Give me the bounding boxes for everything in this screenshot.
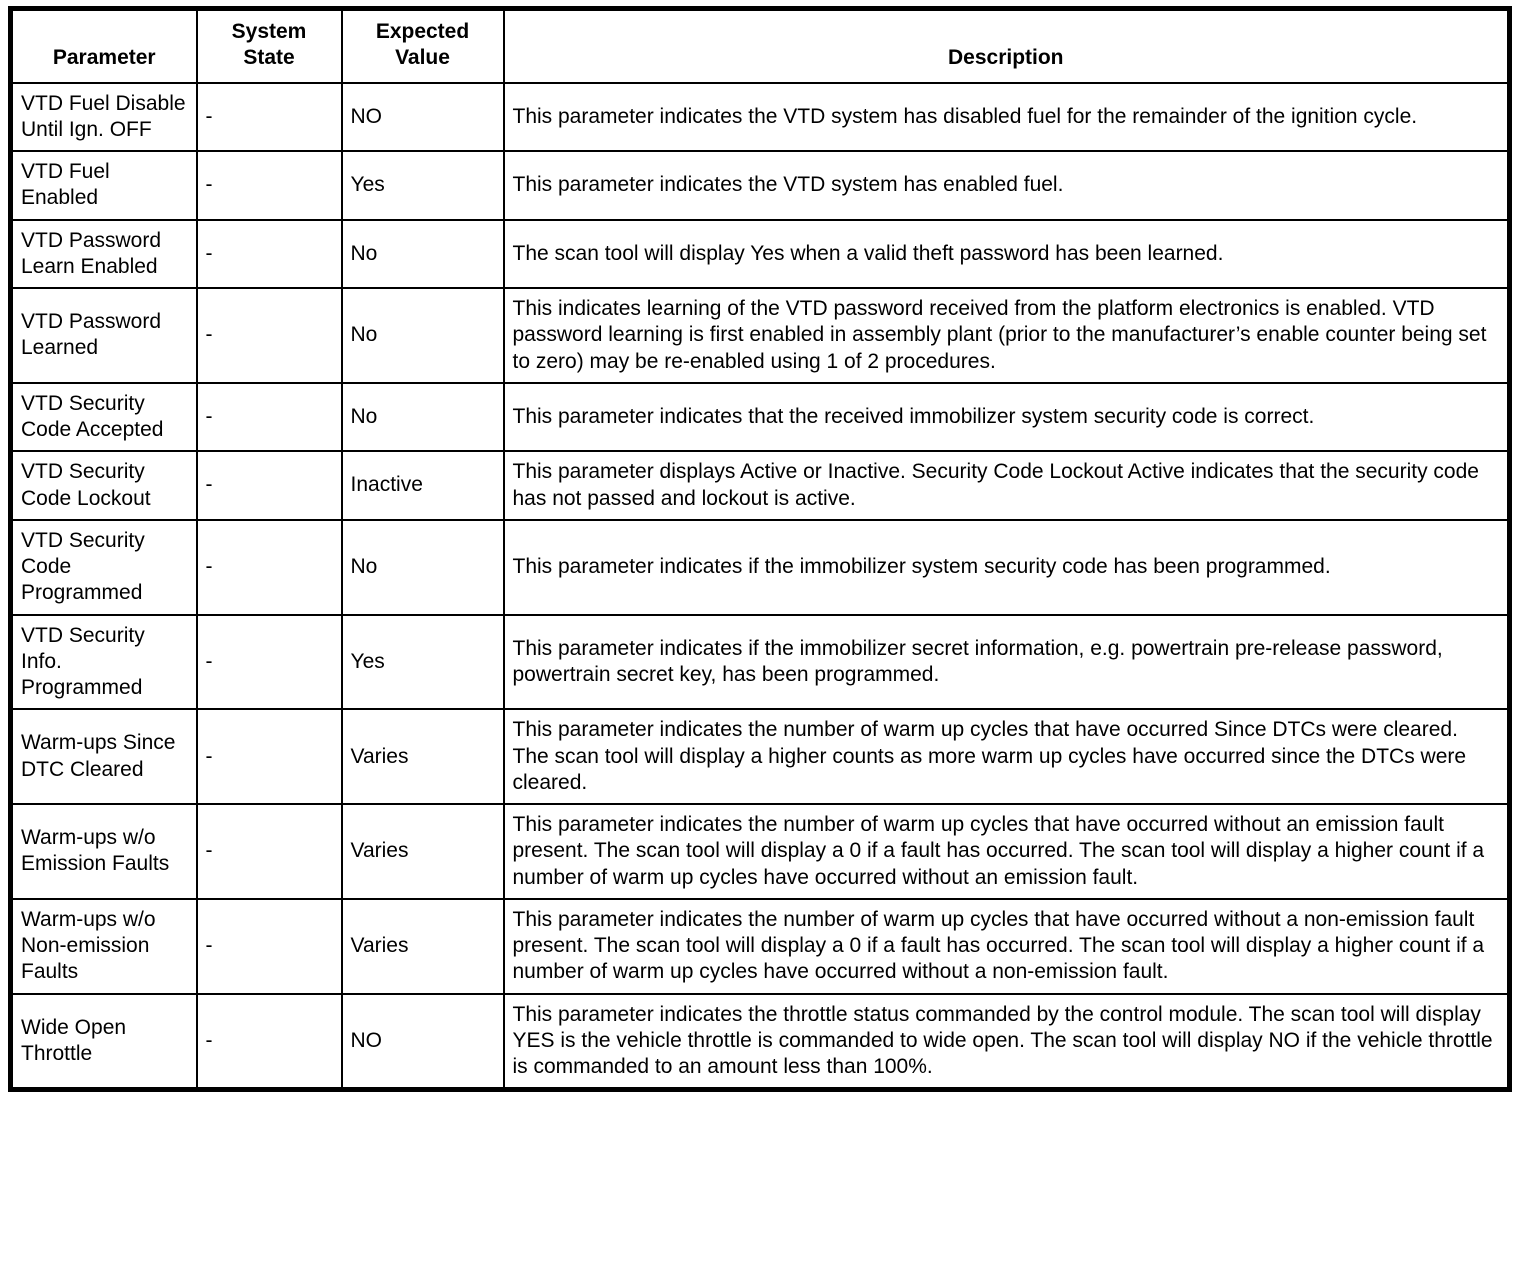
expected-value-cell: No <box>342 220 504 289</box>
system-state-cell: - <box>197 383 342 452</box>
description-cell: This parameter indicates the number of warm up cycles that have occurred without an emission fault present. The scan tool will display a 0 if a fault has occurred. The scan tool will display a higher count if a number of warm up cycles have occurred without an emission fault. <box>504 804 1510 899</box>
expected-value-cell: No <box>342 288 504 383</box>
description-cell: This parameter indicates the throttle status commanded by the control module. The scan tool will display YES is the vehicle throttle is commanded to wide open. The scan tool will display NO if the vehicle throttle is commanded to an amount less than 100%. <box>504 994 1510 1090</box>
description-cell: This parameter indicates the VTD system has enabled fuel. <box>504 151 1510 220</box>
system-state-cell: - <box>197 83 342 152</box>
description-cell: This parameter indicates the VTD system has disabled fuel for the remainder of the ignition cycle. <box>504 83 1510 152</box>
system-state-cell: - <box>197 451 342 520</box>
table-row <box>11 615 1510 710</box>
parameter-cell: VTD Fuel Enabled <box>11 151 197 220</box>
system-state-cell: - <box>197 151 342 220</box>
table-row <box>11 899 1510 994</box>
parameter-cell: VTD Security Code Accepted <box>11 383 197 452</box>
description-cell: The scan tool will display Yes when a valid theft password has been learned. <box>504 220 1510 289</box>
table-row <box>11 383 1510 452</box>
parameter-cell: Wide Open Throttle <box>11 994 197 1090</box>
header-row <box>11 9 1510 83</box>
system-state-cell: - <box>197 520 342 615</box>
description-cell: This parameter indicates if the immobilizer system security code has been programmed. <box>504 520 1510 615</box>
system-state-cell: - <box>197 709 342 804</box>
table-row <box>11 451 1510 520</box>
description-cell: This parameter indicates that the received immobilizer system security code is correct. <box>504 383 1510 452</box>
parameter-cell: VTD Fuel Disable Until Ign. OFF <box>11 83 197 152</box>
table-row <box>11 220 1510 289</box>
expected-value-cell: Varies <box>342 804 504 899</box>
expected-value-cell: NO <box>342 994 504 1090</box>
parameter-cell: VTD Security Info. Programmed <box>11 615 197 710</box>
description-cell: This indicates learning of the VTD password received from the platform electronics is enabled. VTD password learning is first enabled in assembly plant (prior to the manufacturer’s enable counter being set to zero) may be re-enabled using 1 of 2 procedures. <box>504 288 1510 383</box>
parameter-cell: Warm-ups w/o Non-emission Faults <box>11 899 197 994</box>
description-cell: This parameter indicates the number of warm up cycles that have occurred without a non-emission fault present. The scan tool will display a 0 if a fault has occurred. The scan tool will display a higher count if a number of warm up cycles have occurred without a non-emission fault. <box>504 899 1510 994</box>
table-row <box>11 994 1510 1090</box>
parameter-cell: Warm-ups w/o Emission Faults <box>11 804 197 899</box>
column-header-expected-value: Expected Value <box>342 9 504 83</box>
table-row <box>11 804 1510 899</box>
parameter-cell: VTD Security Code Programmed <box>11 520 197 615</box>
parameter-cell: VTD Password Learn Enabled <box>11 220 197 289</box>
column-header-system-state: System State <box>197 9 342 83</box>
table-row <box>11 151 1510 220</box>
table-row <box>11 520 1510 615</box>
description-cell: This parameter indicates the number of warm up cycles that have occurred Since DTCs were cleared. The scan tool will display a higher counts as more warm up cycles have occurred since the DTCs were cleared. <box>504 709 1510 804</box>
parameter-cell: VTD Security Code Lockout <box>11 451 197 520</box>
expected-value-cell: Inactive <box>342 451 504 520</box>
system-state-cell: - <box>197 804 342 899</box>
expected-value-cell: No <box>342 520 504 615</box>
expected-value-cell: Yes <box>342 151 504 220</box>
table-row <box>11 709 1510 804</box>
expected-value-cell: No <box>342 383 504 452</box>
system-state-cell: - <box>197 899 342 994</box>
expected-value-cell: NO <box>342 83 504 152</box>
system-state-cell: - <box>197 615 342 710</box>
description-cell: This parameter displays Active or Inactive. Security Code Lockout Active indicates that the security code has not passed and lockout is active. <box>504 451 1510 520</box>
parameter-cell: VTD Password Learned <box>11 288 197 383</box>
expected-value-cell: Yes <box>342 615 504 710</box>
table-row <box>11 288 1510 383</box>
table-body <box>11 83 1510 1090</box>
system-state-cell: - <box>197 220 342 289</box>
column-header-parameter: Parameter <box>11 9 197 83</box>
column-header-description: Description <box>504 9 1510 83</box>
description-cell: This parameter indicates if the immobilizer secret information, e.g. powertrain pre-release password, powertrain secret key, has been programmed. <box>504 615 1510 710</box>
system-state-cell: - <box>197 288 342 383</box>
system-state-cell: - <box>197 994 342 1090</box>
expected-value-cell: Varies <box>342 709 504 804</box>
table-row <box>11 83 1510 152</box>
expected-value-cell: Varies <box>342 899 504 994</box>
scan-tool-parameter-table <box>8 6 1512 1092</box>
parameter-cell: Warm-ups Since DTC Cleared <box>11 709 197 804</box>
